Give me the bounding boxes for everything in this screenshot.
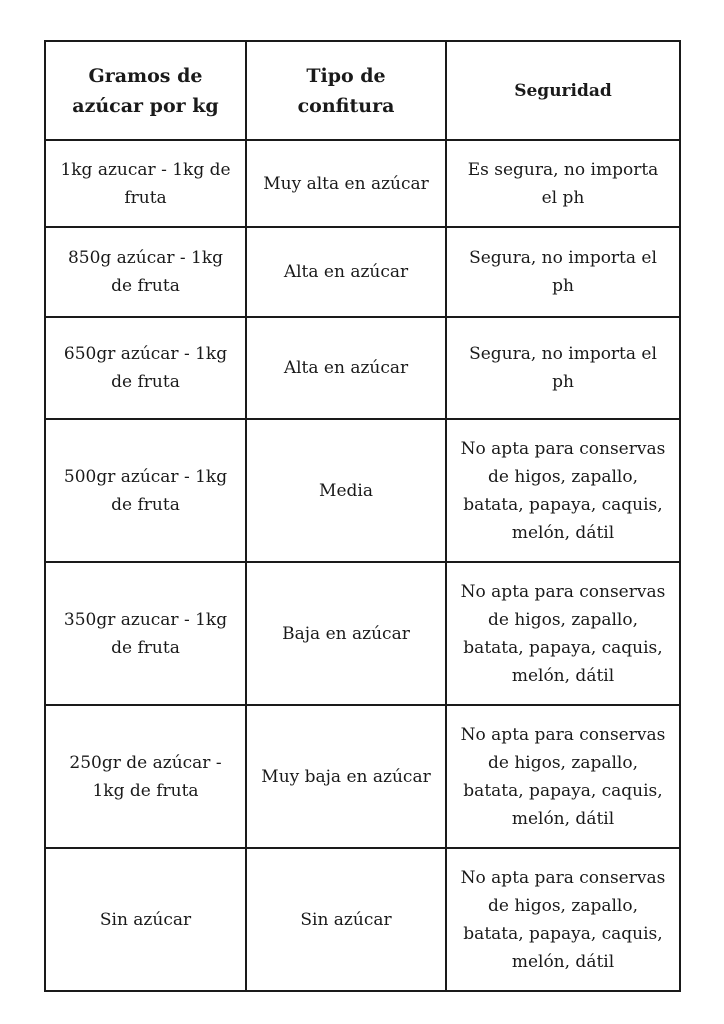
cell-grams: 500gr azúcar - 1kg de fruta (45, 419, 246, 562)
header-jam-type: Tipo de confitura (246, 41, 446, 140)
table-header-row (45, 41, 680, 140)
cell-safety: No apta para conservas de higos, zapallo, batata, papaya, caquis, melón, dátil (446, 705, 680, 848)
cell-jam-type: Muy baja en azúcar (246, 705, 446, 848)
table-row (45, 419, 680, 562)
sugar-ratio-table (44, 40, 681, 992)
cell-jam-type: Alta en azúcar (246, 317, 446, 419)
table-row (45, 848, 680, 991)
cell-grams: 850g azúcar - 1kg de fruta (45, 227, 246, 317)
cell-safety: No apta para conservas de higos, zapallo, batata, papaya, caquis, melón, dátil (446, 848, 680, 991)
cell-jam-type: Sin azúcar (246, 848, 446, 991)
header-grams: Gramos de azúcar por kg (45, 41, 246, 140)
cell-safety: No apta para conservas de higos, zapallo, batata, papaya, caquis, melón, dátil (446, 419, 680, 562)
cell-grams: 650gr azúcar - 1kg de fruta (45, 317, 246, 419)
cell-jam-type: Muy alta en azúcar (246, 140, 446, 227)
header-safety: Seguridad (446, 41, 680, 140)
cell-safety: No apta para conservas de higos, zapallo, batata, papaya, caquis, melón, dátil (446, 562, 680, 705)
table-row (45, 227, 680, 317)
cell-safety: Segura, no importa el ph (446, 317, 680, 419)
cell-grams: 250gr de azúcar - 1kg de fruta (45, 705, 246, 848)
cell-jam-type: Alta en azúcar (246, 227, 446, 317)
cell-grams: 350gr azucar - 1kg de fruta (45, 562, 246, 705)
table-row (45, 562, 680, 705)
table-row (45, 140, 680, 227)
cell-jam-type: Baja en azúcar (246, 562, 446, 705)
cell-safety: Segura, no importa el ph (446, 227, 680, 317)
cell-safety: Es segura, no importa el ph (446, 140, 680, 227)
cell-grams: Sin azúcar (45, 848, 246, 991)
cell-jam-type: Media (246, 419, 446, 562)
table-row (45, 317, 680, 419)
cell-grams: 1kg azucar - 1kg de fruta (45, 140, 246, 227)
table-row (45, 705, 680, 848)
